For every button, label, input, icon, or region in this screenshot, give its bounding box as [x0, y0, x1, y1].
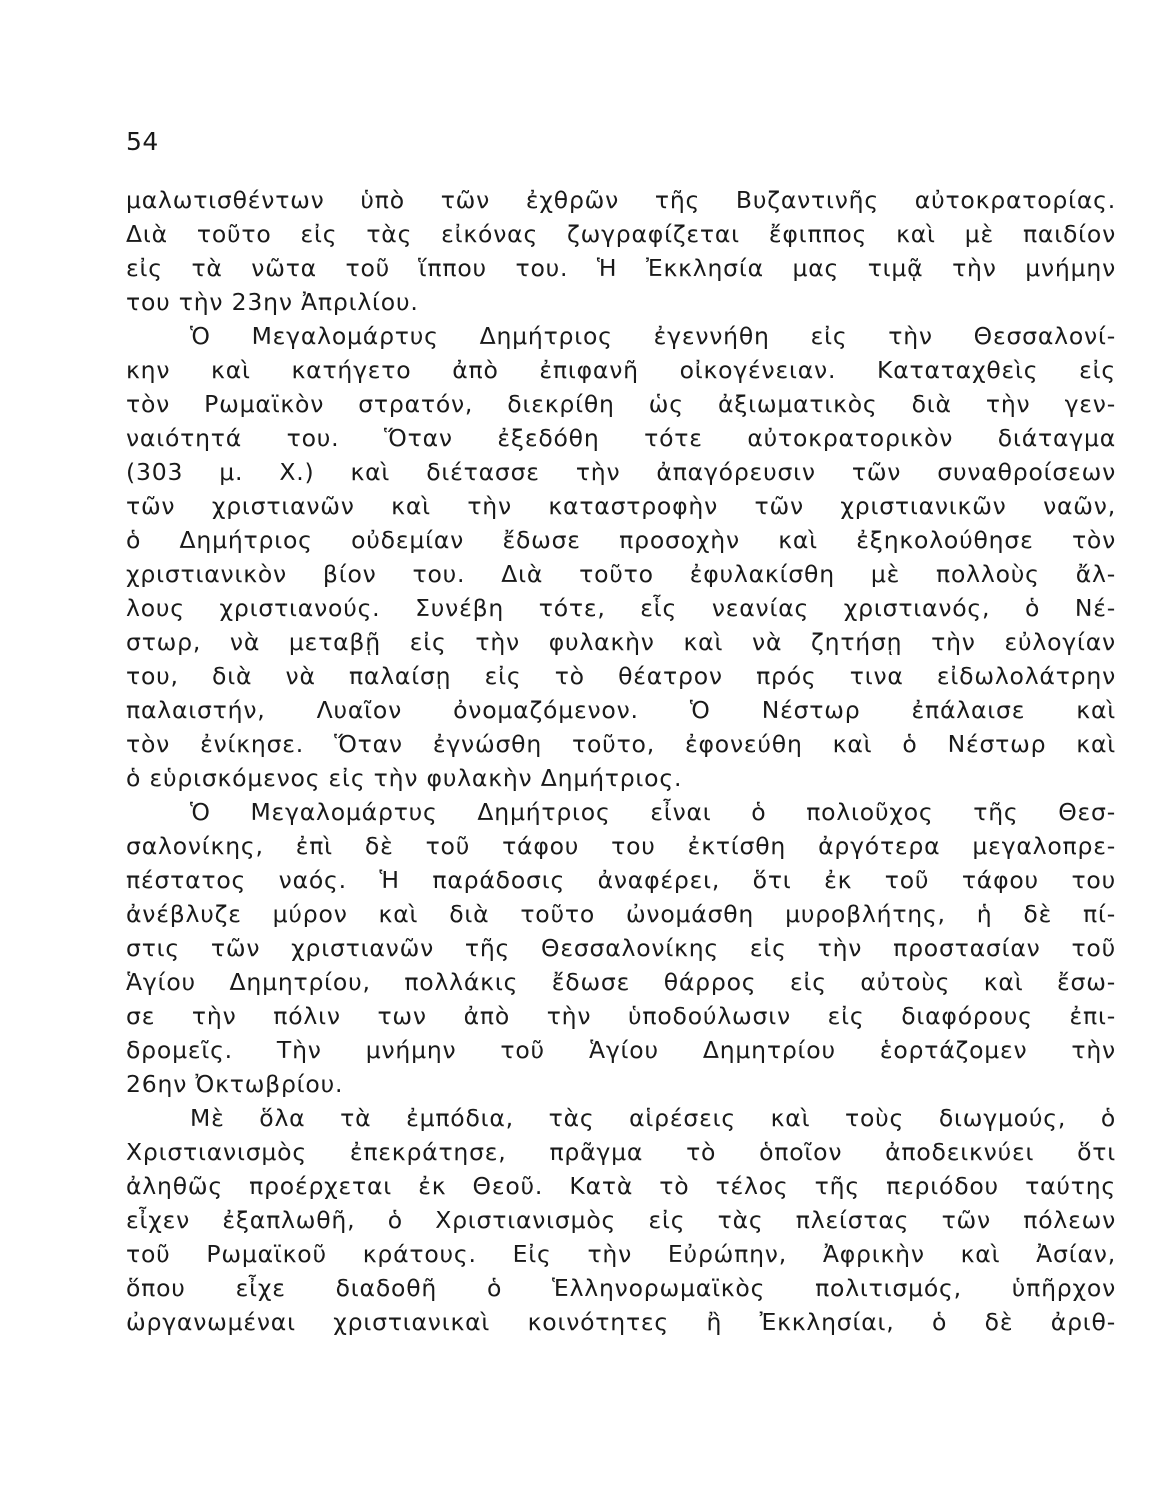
text-line: χριστιανικὸν βίον του. Διὰ τοῦτο ἐφυλακίσθη μὲ πολλοὺς ἄλ-: [126, 560, 1116, 588]
text-line: ἀνέβλυζε μύρον καὶ διὰ τοῦτο ὠνομάσθη μυροβλήτης, ἡ δὲ πί-: [126, 900, 1116, 928]
text-line: τῶν χριστιανῶν καὶ τὴν καταστροφὴν τῶν χριστιανικῶν ναῶν,: [126, 492, 1116, 520]
text-line: εἰς τὰ νῶτα τοῦ ἵππου του. Ἡ Ἐκκλησία μας τιμᾷ τὴν μνήμην: [126, 254, 1116, 282]
text-line: ὁ Δημήτριος οὐδεμίαν ἔδωσε προσοχὴν καὶ ἐξηκολούθησε τὸν: [126, 526, 1116, 554]
text-line: ὅπου εἶχε διαδοθῆ ὁ Ἑλληνορωμαϊκὸς πολιτισμός, ὑπῆρχον: [126, 1274, 1116, 1302]
text-line: πέστατος ναός. Ἡ παράδοσις ἀναφέρει, ὅτι ἐκ τοῦ τάφου του: [126, 866, 1116, 894]
text-line: παλαιστήν, Λυαῖον ὀνομαζόμενον. Ὁ Νέστωρ ἐπάλαισε καὶ: [126, 696, 1116, 724]
text-line: τὸν ἐνίκησε. Ὅταν ἐγνώσθη τοῦτο, ἐφονεύθη καὶ ὁ Νέστωρ καὶ: [126, 730, 1116, 758]
text-line: δρομεῖς. Τὴν μνήμην τοῦ Ἁγίου Δημητρίου ἑορτάζομεν τὴν: [126, 1036, 1116, 1064]
text-line: σαλονίκης, ἐπὶ δὲ τοῦ τάφου του ἐκτίσθη ἀργότερα μεγαλοπρε-: [126, 832, 1116, 860]
text-line: 26ην Ὀκτωβρίου.: [126, 1070, 344, 1098]
text-line: εἶχεν ἐξαπλωθῆ, ὁ Χριστιανισμὸς εἰς τὰς πλείστας τῶν πόλεων: [126, 1206, 1116, 1234]
text-line: λους χριστιανούς. Συνέβη τότε, εἷς νεανίας χριστιανός, ὁ Νέ-: [126, 594, 1116, 622]
text-line: στωρ, νὰ μεταβῇ εἰς τὴν φυλακὴν καὶ νὰ ζητήσῃ τὴν εὐλογίαν: [126, 628, 1116, 656]
text-line: σε τὴν πόλιν των ἀπὸ τὴν ὑποδούλωσιν εἰς διαφόρους ἐπι-: [126, 1002, 1116, 1030]
text-line: Μὲ ὅλα τὰ ἐμπόδια, τὰς αἱρέσεις καὶ τοὺς διωγμούς, ὁ: [190, 1104, 1116, 1132]
text-line: Ἁγίου Δημητρίου, πολλάκις ἔδωσε θάρρος εἰς αὐτοὺς καὶ ἔσω-: [126, 968, 1116, 996]
text-line: Ὁ Μεγαλομάρτυς Δημήτριος εἶναι ὁ πολιοῦχος τῆς Θεσ-: [190, 798, 1116, 826]
text-line: Διὰ τοῦτο εἰς τὰς εἰκόνας ζωγραφίζεται ἔφιππος καὶ μὲ παιδίον: [126, 220, 1116, 248]
text-line: του τὴν 23ην Ἀπριλίου.: [126, 288, 419, 316]
text-line: ναιότητά του. Ὅταν ἐξεδόθη τότε αὐτοκρατορικὸν διάταγμα: [126, 424, 1116, 452]
body-text: [126, 183, 1116, 1339]
text-line: (303 μ. Χ.) καὶ διέτασσε τὴν ἀπαγόρευσιν τῶν συναθροίσεων: [126, 458, 1116, 486]
text-line: ἀληθῶς προέρχεται ἐκ Θεοῦ. Κατὰ τὸ τέλος τῆς περιόδου ταύτης: [126, 1172, 1116, 1200]
text-line: στις τῶν χριστιανῶν τῆς Θεσσαλονίκης εἰς τὴν προστασίαν τοῦ: [126, 934, 1116, 962]
text-line: του, διὰ νὰ παλαίσῃ εἰς τὸ θέατρον πρός τινα εἰδωλολάτρην: [126, 662, 1116, 690]
text-line: Χριστιανισμὸς ἐπεκράτησε, πρᾶγμα τὸ ὁποῖον ἀποδεικνύει ὅτι: [126, 1138, 1116, 1166]
text-line: ὁ εὑρισκόμενος εἰς τὴν φυλακὴν Δημήτριος.: [126, 764, 683, 792]
text-line: τοῦ Ρωμαϊκοῦ κράτους. Εἰς τὴν Εὐρώπην, Ἀφρικὴν καὶ Ἀσίαν,: [126, 1240, 1116, 1268]
page-number: 54: [126, 127, 159, 156]
text-line: τὸν Ρωμαϊκὸν στρατόν, διεκρίθη ὡς ἀξιωματικὸς διὰ τὴν γεν-: [126, 390, 1116, 418]
text-line: Ὁ Μεγαλομάρτυς Δημήτριος ἐγεννήθη εἰς τὴν Θεσσαλονί-: [190, 322, 1116, 350]
text-line: ὠργανωμέναι χριστιανικαὶ κοινότητες ἢ Ἐκκλησίαι, ὁ δὲ ἀριθ-: [126, 1308, 1116, 1336]
text-line: μαλωτισθέντων ὑπὸ τῶν ἐχθρῶν τῆς Βυζαντινῆς αὐτοκρατορίας.: [126, 186, 1116, 214]
text-line: κην καὶ κατήγετο ἀπὸ ἐπιφανῆ οἰκογένειαν. Καταταχθεὶς εἰς: [126, 356, 1116, 384]
